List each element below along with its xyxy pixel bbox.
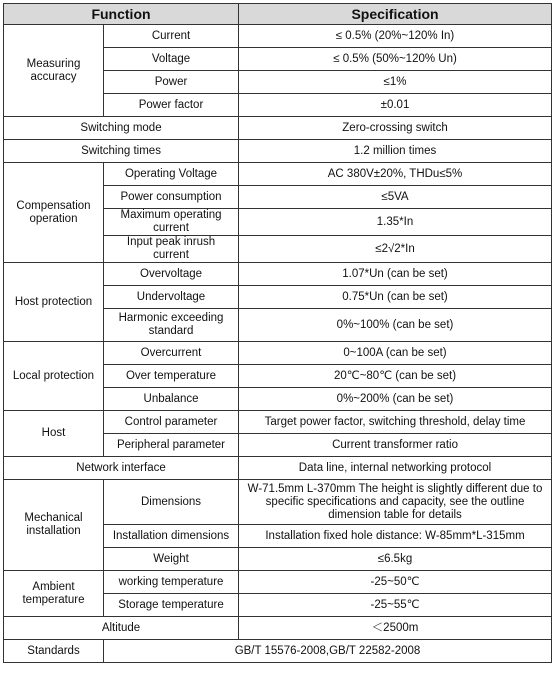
spec-value: Current transformer ratio xyxy=(239,434,552,457)
spec-value: Zero-crossing switch xyxy=(239,117,552,140)
item-label: Installation dimensions xyxy=(104,525,239,548)
table-row xyxy=(4,25,552,48)
item-label: Storage temperature xyxy=(104,594,239,617)
item-label: Power factor xyxy=(104,94,239,117)
spec-value: ±0.01 xyxy=(239,94,552,117)
spec-value: AC 380V±20%, THDu≤5% xyxy=(239,163,552,186)
spec-value: Target power factor, switching threshold, delay time xyxy=(239,411,552,434)
item-label: Control parameter xyxy=(104,411,239,434)
table-row xyxy=(4,411,552,434)
item-label-altitude: Altitude xyxy=(4,617,239,640)
group-label-host-protection: Host protection xyxy=(4,263,104,342)
item-label-switching-mode: Switching mode xyxy=(4,117,239,140)
table-row xyxy=(4,571,552,594)
spec-value: 0.75*Un (can be set) xyxy=(239,286,552,309)
group-label-local-protection: Local protection xyxy=(4,342,104,411)
item-label: Maximum operating current xyxy=(104,209,239,236)
spec-value: -25~50℃ xyxy=(239,571,552,594)
spec-value: ≤1% xyxy=(239,71,552,94)
group-label-measuring-accuracy: Measuring accuracy xyxy=(4,25,104,117)
item-label: Overcurrent xyxy=(104,342,239,365)
item-label-standards: Standards xyxy=(4,640,104,663)
spec-value: ≤5VA xyxy=(239,186,552,209)
item-label: Undervoltage xyxy=(104,286,239,309)
spec-value: 1.35*In xyxy=(239,209,552,236)
spec-value: 0%~100% (can be set) xyxy=(239,309,552,342)
spec-value: -25~55℃ xyxy=(239,594,552,617)
spec-value: 0%~200% (can be set) xyxy=(239,388,552,411)
table-row xyxy=(4,263,552,286)
spec-value: W-71.5mm L-370mm The height is slightly different due to specific specifications and capacity, see the outline dimension table for details xyxy=(239,480,552,525)
specification-table xyxy=(3,3,552,663)
spec-value: ≤6.5kg xyxy=(239,548,552,571)
table-row xyxy=(4,457,552,480)
item-label: Dimensions xyxy=(104,480,239,525)
item-label: working temperature xyxy=(104,571,239,594)
group-label-ambient-temperature: Ambient temperature xyxy=(4,571,104,617)
spec-value: Data line, internal networking protocol xyxy=(239,457,552,480)
spec-value: 1.07*Un (can be set) xyxy=(239,263,552,286)
spec-value: ≤ 0.5% (50%~120% Un) xyxy=(239,48,552,71)
item-label-network-interface: Network interface xyxy=(4,457,239,480)
group-label-compensation-operation: Compensation operation xyxy=(4,163,104,263)
spec-value: ≤ 0.5% (20%~120% In) xyxy=(239,25,552,48)
item-label: Power xyxy=(104,71,239,94)
spec-value: Installation fixed hole distance: W-85mm*L-315mm xyxy=(239,525,552,548)
specification-header: Specification xyxy=(239,4,552,25)
table-row xyxy=(4,117,552,140)
spec-value: ≤2√2*In xyxy=(239,236,552,263)
item-label: Overvoltage xyxy=(104,263,239,286)
spec-value: GB/T 15576-2008,GB/T 22582-2008 xyxy=(104,640,552,663)
item-label: Peripheral parameter xyxy=(104,434,239,457)
table-row xyxy=(4,617,552,640)
item-label: Over temperature xyxy=(104,365,239,388)
item-label: Power consumption xyxy=(104,186,239,209)
table-row xyxy=(4,140,552,163)
item-label: Weight xyxy=(104,548,239,571)
item-label: Voltage xyxy=(104,48,239,71)
table-row xyxy=(4,163,552,186)
header-row xyxy=(4,4,552,25)
item-label: Current xyxy=(104,25,239,48)
item-label: Unbalance xyxy=(104,388,239,411)
table-row xyxy=(4,640,552,663)
spec-table-container xyxy=(3,3,552,663)
spec-value: ＜2500m xyxy=(239,617,552,640)
table-row xyxy=(4,342,552,365)
function-header: Function xyxy=(4,4,239,25)
item-label: Operating Voltage xyxy=(104,163,239,186)
table-row xyxy=(4,480,552,525)
group-label-host: Host xyxy=(4,411,104,457)
spec-value: 1.2 million times xyxy=(239,140,552,163)
item-label: Input peak inrush current xyxy=(104,236,239,263)
item-label-switching-times: Switching times xyxy=(4,140,239,163)
group-label-mechanical-installation: Mechanical installation xyxy=(4,480,104,571)
spec-value: 0~100A (can be set) xyxy=(239,342,552,365)
spec-value: 20℃~80℃ (can be set) xyxy=(239,365,552,388)
item-label: Harmonic exceeding standard xyxy=(104,309,239,342)
